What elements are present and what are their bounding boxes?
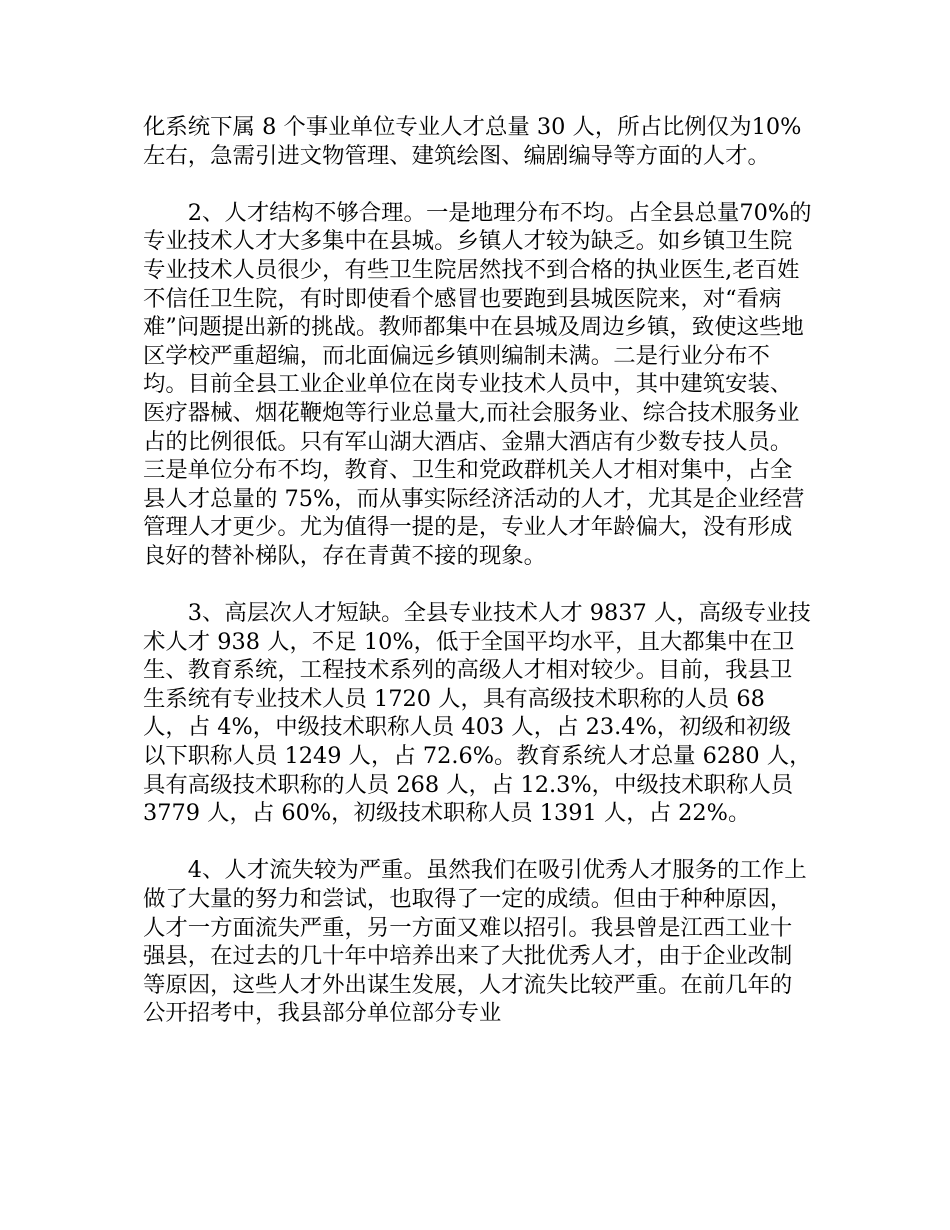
document-body — [143, 113, 813, 1028]
paragraph-talent-loss: 4、人才流失较为严重。虽然我们在吸引优秀人才服务的工作上做了大量的努力和尝试，也取得了一定的成绩。但由于种种原因，人才一方面流失严重，另一方面又难以招引。我县曾是江西工业十强县，在过去的几十年中培养出来了大批优秀人才，由于企业改制等原因，这些人才外出谋生发展，人才流失比较严重。在前几年的公开招考中，我县部分单位部分专业 — [143, 857, 807, 1027]
paragraph-continuation: 化系统下属 8 个事业单位专业人才总量 30 人，所占比例仅为10%左右，急需引进文物管理、建筑绘图、编剧编导等方面的人才。 — [143, 114, 802, 169]
paragraph-high-level-talent: 3、高层次人才短缺。全县专业技术人才 9837 人，高级专业技术人才 938 人，不足 10%，低于全国平均水平，且大都集中在卫生、教育系统，工程技术系列的高级人才相对较少。目前，我县卫生系统有专业技术人员 1720 人，具有高级技术职称的人员 68 人，占 4%，中级技术职称人员 403 人，占 23.4%，初级和初级以下职称人员 1249 人，占 72.6%。教育系统人才总量 6280 人，具有高级技术职称的人员 268 人，占 12.3%，中级技术职称人员 3779 人，占 60%，初级技术职称人员 1391 人，占 22%。 — [143, 600, 812, 827]
paragraph-talent-structure: 2、人才结构不够合理。一是地理分布不均。占全县总量70%的专业技术人才大多集中在县城。乡镇人才较为缺乏。如乡镇卫生院专业技术人员很少，有些卫生院居然找不到合格的执业医生,老百姓不信任卫生院，有时即使看个感冒也要跑到县城医院来，对“看病难”问题提出新的挑战。教师都集中在县城及周边乡镇，致使这些地区学校严重超编，而北面偏远乡镇则编制未满。二是行业分布不均。目前全县工业企业单位在岗专业技术人员中，其中建筑安装、医疗器械、烟花鞭炮等行业总量大,而社会服务业、综合技术服务业占的比例很低。只有军山湖大酒店、金鼎大酒店有少数专技人员。三是单位分布不均，教育、卫生和党政群机关人才相对集中，占全县人才总量的 75%，而从事实际经济活动的人才，尤其是企业经营管理人才更少。尤为值得一提的是，专业人才年龄偏大，没有形成良好的替补梯队，存在青黄不接的现象。 — [143, 199, 812, 569]
